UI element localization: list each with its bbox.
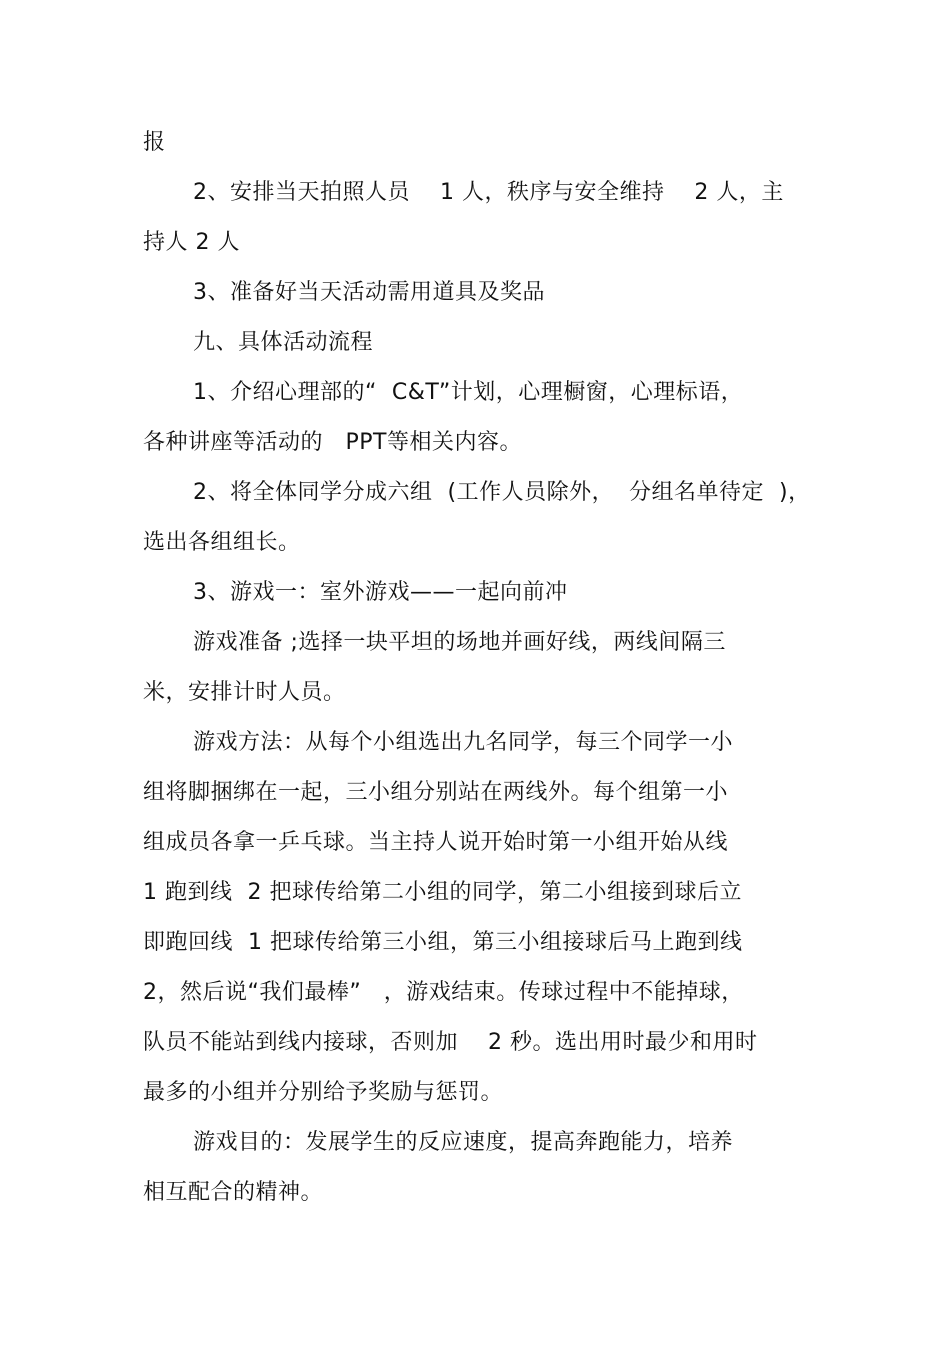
text-line-12: 米，安排计时人员。	[143, 680, 346, 705]
text-line-21: 游戏目的：发展学生的反应速度，提高奔跑能力，培养	[193, 1130, 734, 1155]
text-line-4: 3、准备好当天活动需用道具及奖品	[193, 280, 545, 305]
text-line-22: 相互配合的精神。	[143, 1180, 324, 1205]
text-line-19: 队员不能站到线内接球，否则加 2 秒。选出用时最少和用时	[143, 1030, 758, 1055]
text-line-15: 组成员各拿一乒乓球。当主持人说开始时第一小组开始从线	[143, 830, 729, 855]
text-line-16: 1 跑到线 2 把球传给第二小组的同学，第二小组接到球后立	[143, 880, 742, 905]
text-line-2: 2、安排当天拍照人员 1 人，秩序与安全维持 2 人，主	[193, 180, 784, 205]
text-line-11: 游戏准备 ;选择一块平坦的场地并画好线，两线间隔三	[193, 630, 726, 655]
text-line-10: 3、游戏一：室外游戏——一起向前冲	[193, 580, 568, 605]
text-line-3: 持人 2 人	[143, 230, 240, 255]
text-line-1: 报	[143, 130, 166, 155]
text-line-17: 即跑回线 1 把球传给第三小组，第三小组接球后马上跑到线	[143, 930, 743, 955]
text-line-20: 最多的小组并分别给予奖励与惩罚。	[143, 1080, 504, 1105]
text-line-18: 2，然后说“我们最棒” ，游戏结束。传球过程中不能掉球，	[143, 980, 744, 1005]
text-line-13: 游戏方法：从每个小组选出九名同学，每三个同学一小	[193, 730, 734, 755]
text-line-6: 1、介绍心理部的“ C&T”计划，心理橱窗，心理标语，	[193, 380, 744, 405]
text-line-7: 各种讲座等活动的 PPT等相关内容。	[143, 430, 522, 455]
section-heading: 九、具体活动流程	[193, 330, 374, 355]
text-line-14: 组将脚捆绑在一起，三小组分别站在两线外。每个组第一小	[143, 780, 729, 805]
text-line-8: 2、将全体同学分成六组 (工作人员除外， 分组名单待定 )，	[193, 480, 811, 505]
text-line-9: 选出各组组长。	[143, 530, 301, 555]
